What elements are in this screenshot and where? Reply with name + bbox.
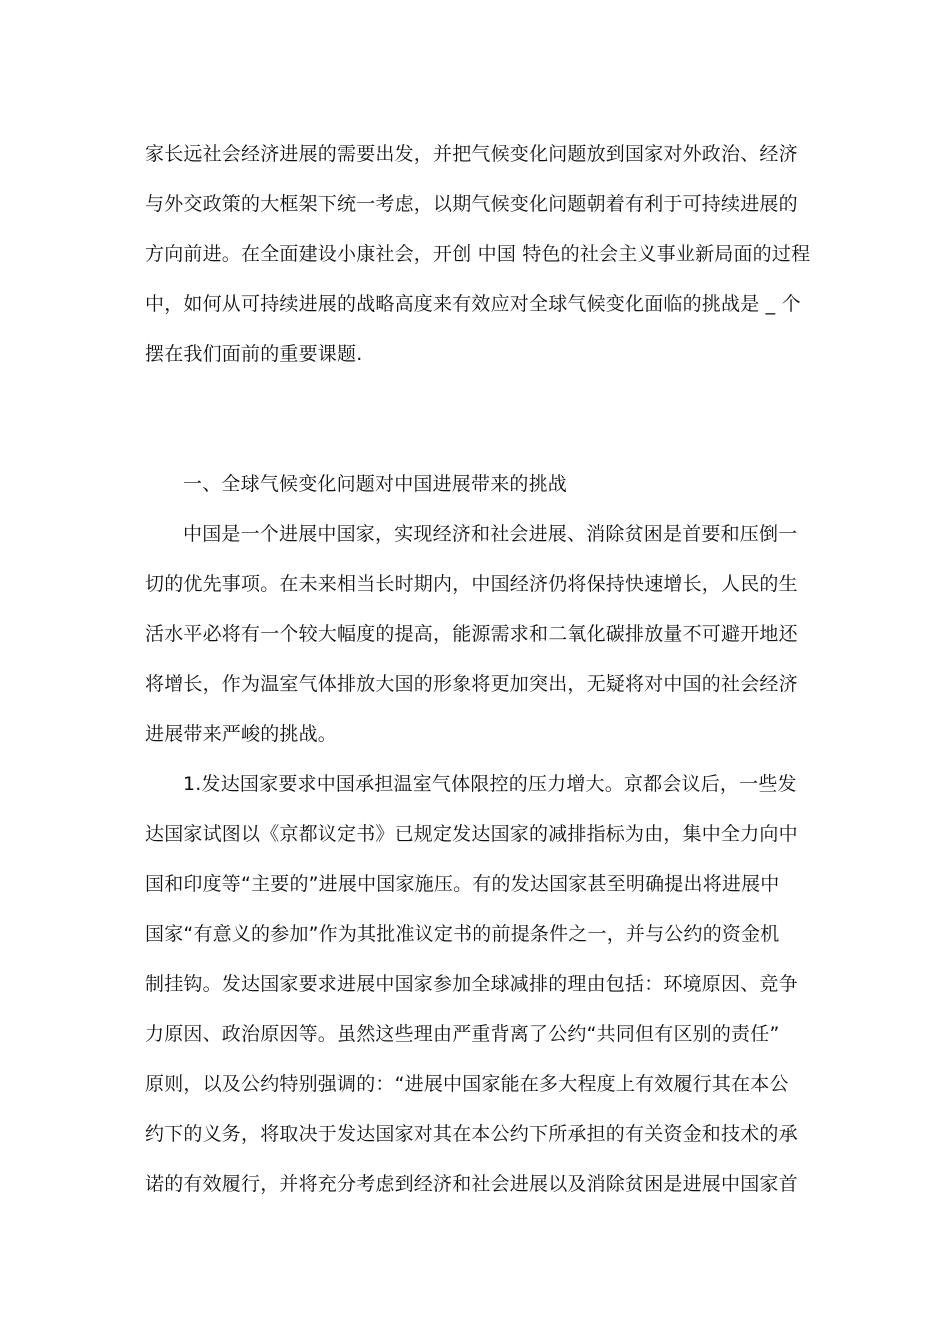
text-line: 力原因、政治原因等。虽然这些理由严重背离了公约“共同但有区别的责任” (145, 1023, 780, 1045)
text-line: 诺的有效履行，并将充分考虑到经济和社会进展以及消除贫困是进展中国家首 (145, 1173, 798, 1195)
section-heading: 一、全球气候变化问题对中国进展带来的挑战 (183, 473, 568, 495)
text-line: 将增长，作为温室气体排放大国的形象将更加突出，无疑将对中国的社会经济 (145, 673, 798, 695)
text-line: 方向前进。在全面建设小康社会，开创 中国 特色的社会主义事业新局面的过程 (145, 243, 811, 265)
text-line: 家长远社会经济进展的需要出发，并把气候变化问题放到国家对外政治、经济 (145, 143, 798, 165)
text-line: 活水平必将有一个较大幅度的提高，能源需求和二氧化碳排放量不可避开地还 (145, 623, 798, 645)
text-line: 制挂钩。发达国家要求进展中国家参加全球减排的理由包括：环境原因、竞争 (145, 973, 798, 995)
paragraph-challenge-overview (145, 509, 815, 759)
text-line: 原则，以及公约特别强调的：“进展中国家能在多大程度上有效履行其在本公 (145, 1073, 789, 1095)
text-line: 切的优先事项。在未来相当长时期内，中国经济仍将保持快速增长，人民的生 (145, 573, 798, 595)
section-spacer (145, 379, 815, 459)
text-line: 1.发达国家要求中国承担温室气体限控的压力增大。京都会议后，一些发 (183, 773, 797, 795)
text-line: 国家“有意义的参加”作为其批准议定书的前提条件之一，并与公约的资金机 (145, 923, 780, 945)
text-line: 国和印度等“主要的”进展中国家施压。有的发达国家甚至明确提出将进展中 (145, 873, 780, 895)
document-body (145, 129, 815, 1209)
text-line: 中，如何从可持续进展的战略高度来有效应对全球气候变化面临的挑战是 _ 个 (145, 293, 801, 315)
text-line: 达国家试图以《京都议定书》已规定发达国家的减排指标为由，集中全力向中 (145, 823, 798, 845)
text-line: 约下的义务，将取决于发达国家对其在本公约下所承担的有关资金和技术的承 (145, 1123, 798, 1145)
text-line: 摆在我们面前的重要课题. (145, 343, 363, 365)
intro-paragraph (145, 129, 815, 379)
paragraph-point-1 (145, 759, 815, 1209)
text-line: 进展带来严峻的挑战。 (145, 723, 338, 745)
text-line: 与外交政策的大框架下统一考虑，以期气候变化问题朝着有利于可持续进展的 (145, 193, 798, 215)
text-line: 中国是一个进展中国家，实现经济和社会进展、消除贫困是首要和压倒一 (183, 523, 798, 545)
